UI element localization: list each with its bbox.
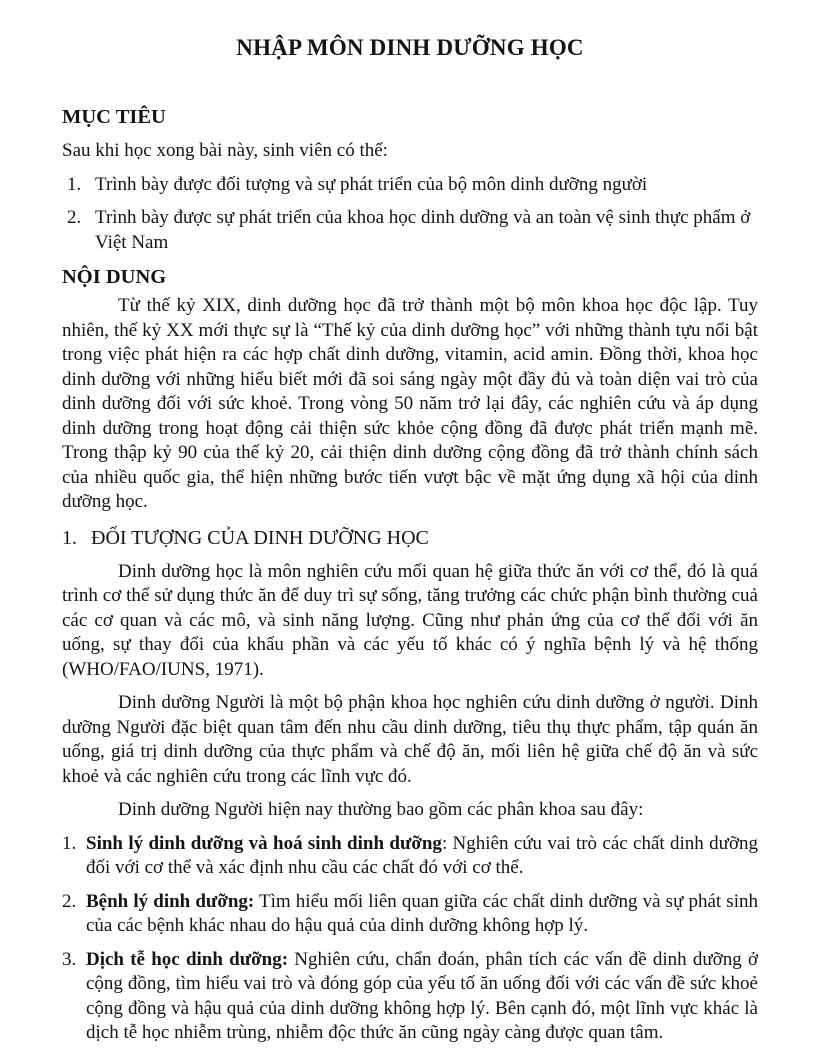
subfield-text: Tìm hiểu mối liên quan giữa các chất dinh dưỡng và sự phát sinh của các bệnh khác nhau do hậu quả của dinh dưỡng không hợp lý. [86,890,758,936]
subfield-item [62,832,758,881]
subfield-item [62,948,758,1046]
section1-heading [62,525,758,551]
subfield-number: 1. [62,832,77,854]
section-content [62,264,758,515]
section1-heading-number: 1. [62,526,77,549]
section1-paragraph-1: Dinh dưỡng học là môn nghiên cứu mối quan hệ giữa thức ăn với cơ thể, đó là quá trình cơ thể sử dụng thức ăn để duy trì sự sống, tăng trưởng các chức phận bình thường cuả các cơ quan và các mô, và sinh năng lượng. Cũng như phản ứng của cơ thể đối với ăn uống, sự thay đổi của khẩu phần và các yếu tố khác có ý nghĩa bệnh lý và hệ thống (WHO/FAO/IUNS, 1971). [62,560,758,680]
content-paragraph: Từ thế kỷ XIX, dinh dưỡng học đã trở thành một bộ môn khoa học độc lập. Tuy nhiên, thế kỷ XX mới thực sự là “Thế kỷ của dinh dưỡng học” với những thành tựu nổi bật trong việc phát hiện ra các hợp chất dinh dưỡng, vitamin, acid amin. Đồng thời, khoa học dinh dưỡng với những hiểu biết mới đã soi sáng ngày một đầy đủ và toàn diện vai trò của dinh dưỡng đối với sức khoẻ. Trong vòng 50 năm trở lại đây, các nghiên cứu và áp dụng dinh dưỡng trong hoạt động cải thiện sức khỏe cộng đồng đã được phát triển mạnh mẽ. Trong thập kỷ 90 của thế kỷ 20, cải thiện dinh dưỡng cộng đồng đã trở thành chính sách của nhiều quốc gia, thể hiện những bước tiến vượt bậc về mặt ứng dụng xã hội của dinh dưỡng học. [62,295,758,512]
section1-paragraph-2: Dinh dưỡng Người là một bộ phận khoa học nghiên cứu dinh dưỡng ở người. Dinh dưỡng Người đặc biệt quan tâm đến nhu cầu dinh dưỡng, tiêu thụ thực phẩm, tập quán ăn uống, giá trị dinh dưỡng của thực phẩm và chế độ ăn, mối liên hệ giữa chế độ ăn và sức khoẻ và các nghiên cứu trong các lĩnh vực đó. [62,692,758,787]
subfield-number: 3. [62,948,77,970]
objectives-heading: MỤC TIÊU [62,106,166,128]
objectives-intro: Sau khi học xong bài này, sinh viên có thể: [62,140,388,161]
subfield-text: : Nghiên cứu vai trò các chất dinh dưỡng đối với cơ thể và xác định nhu cầu các chất đó với cơ thể. [86,832,758,878]
subfield-number: 2. [62,890,77,912]
objective-item-number: 1. [67,173,82,195]
subfield-label: Sinh lý dinh dưỡng và hoá sinh dinh dưỡng [86,832,442,854]
objective-item [62,206,758,255]
subfield-label: Bệnh lý dinh dưỡng: [86,890,255,912]
subfield-label: Dịch tễ học dinh dưỡng: [86,948,289,970]
objective-item-text: Trình bày được đối tượng và sự phát triển của bộ môn dinh dưỡng người [95,173,648,195]
objective-item [62,173,758,198]
section-doi-tuong [62,525,758,1046]
document-title: NHẬP MÔN DINH DƯỠNG HỌC [236,35,584,60]
section1-paragraph-3: Dinh dưỡng Người hiện nay thường bao gồm các phân khoa sau đây: [118,799,644,820]
objective-item-number: 2. [67,207,82,228]
section1-heading-text: ĐỐI TƯỢNG CỦA DINH DƯỠNG HỌC [91,526,429,549]
subfield-text: Nghiên cứu, chẩn đoán, phân tích các vấn đề dinh dưỡng ở cộng đồng, tìm hiểu vai trò và đóng góp của yếu tố ăn uống đối với các vấn đề sức khoẻ cộng đồng và hậu quả của dinh dưỡng không hợp lý. Bên cạnh đó, một lĩnh vực khác là dịch tễ học nhiễm trùng, nhiễm độc thức ăn cũng ngày càng được quan tâm. [86,948,759,1043]
objective-item-text: Trình bày được sự phát triển của khoa học dinh dưỡng và an toàn vệ sinh thực phẩm ở Việt Nam [95,207,751,253]
content-heading: NỘI DUNG [62,266,167,288]
subfield-item [62,890,758,939]
section-objectives [62,104,758,255]
